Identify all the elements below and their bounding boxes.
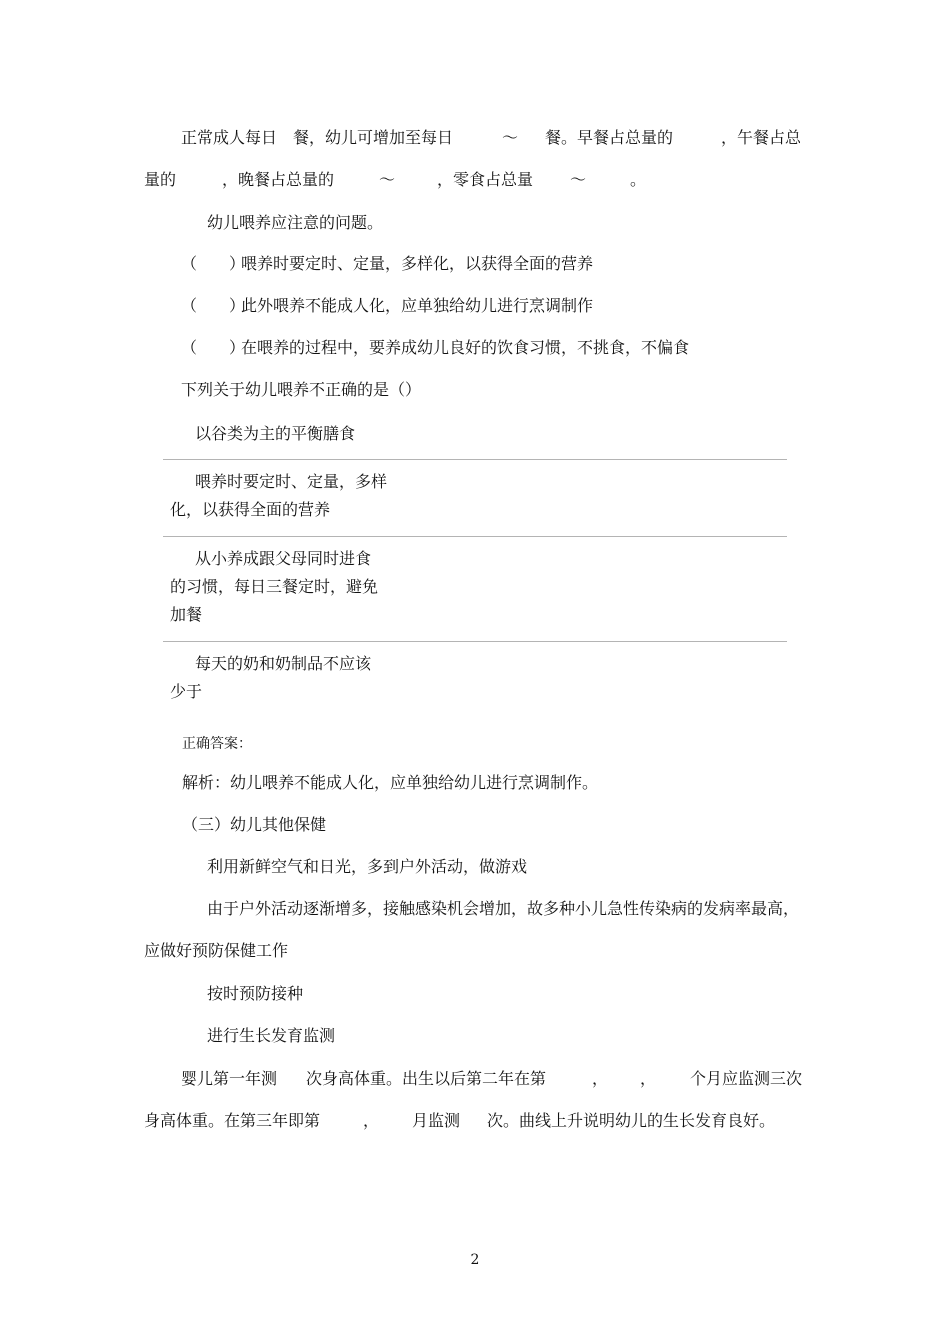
option-4-line1: 每天的奶和奶制品不应该 [195, 654, 372, 673]
meals-line2-part4: ，零食占总量 [437, 170, 534, 189]
question-stem: 下列关于幼儿喂养不正确的是（） [181, 380, 422, 399]
feeding-issue-2-text: 此外喂养不能成人化，应单独给幼儿进行烹调制作 [241, 296, 594, 315]
option-3-line1: 从小养成跟父母同时进食 [195, 549, 372, 568]
other-care-item-4: 进行生长发育监测 [207, 1026, 336, 1045]
page-number: 2 [470, 1252, 480, 1268]
other-care-item-3: 按时预防接种 [207, 984, 304, 1003]
meals-line2-part3: ～ [379, 170, 396, 189]
meals-line2-part2: ，晚餐占总量的 [222, 170, 335, 189]
monitoring-line2-part1: 身高体重。在第三年即第 [144, 1111, 321, 1130]
monitoring-line1-part5: 个月应监测三次 [690, 1069, 803, 1088]
meals-line2-part5: ～ [570, 170, 587, 189]
meals-line2-part1: 量的 [144, 170, 177, 189]
feeding-issue-3-paren: （ ） [181, 338, 246, 357]
monitoring-line2-part4: 次。曲线上升说明幼儿的生长发育良好。 [487, 1111, 776, 1130]
meals-line1-part4: 餐。早餐占总量的 [545, 128, 674, 147]
other-care-item-2-line1: 由于户外活动逐渐增多，接触感染机会增加，故多种小儿急性传染病的发病率最高， [207, 899, 800, 918]
feeding-issue-2-paren: （ ） [181, 296, 246, 315]
other-care-heading: （三）幼儿其他保健 [182, 815, 327, 834]
monitoring-line1-part1: 婴儿第一年测 [181, 1069, 278, 1088]
option-2-line1: 喂养时要定时、定量，多样 [195, 472, 388, 491]
other-care-item-2-line2: 应做好预防保健工作 [144, 941, 289, 960]
meals-line2-part6: 。 [630, 170, 647, 189]
meals-line1-part1: 正常成人每日 [181, 128, 278, 147]
feeding-issue-3-text: 在喂养的过程中，要养成幼儿良好的饮食习惯，不挑食，不偏食 [241, 338, 690, 357]
meals-line1-part2: 餐，幼儿可增加至每日 [293, 128, 454, 147]
monitoring-line1-part2: 次身高体重。出生以后第二年在第 [306, 1069, 547, 1088]
monitoring-line1-part3: ， [592, 1069, 609, 1088]
answer-label: 正确答案： [182, 736, 252, 752]
monitoring-line2-part2: ， [363, 1111, 380, 1130]
feeding-issue-1-text: 喂养时要定时、定量，多样化，以获得全面的营养 [241, 254, 594, 273]
meals-line1-part5: ，午餐占总 [721, 128, 802, 147]
option-2-line2: 化，以获得全面的营养 [170, 500, 331, 519]
other-care-item-1: 利用新鲜空气和日光，多到户外活动，做游戏 [207, 857, 528, 876]
option-divider [163, 536, 787, 537]
option-3-line2: 的习惯，每日三餐定时，避免 [170, 577, 379, 596]
option-3-line3: 加餐 [170, 605, 203, 624]
monitoring-line1-part4: ， [640, 1069, 657, 1088]
meals-line1-part3: ～ [502, 128, 519, 147]
option-1-line1: 以谷类为主的平衡膳食 [195, 424, 356, 443]
option-divider [163, 459, 787, 460]
option-4-line2: 少于 [170, 682, 203, 701]
analysis-text: 解析：幼儿喂养不能成人化，应单独给幼儿进行烹调制作。 [182, 773, 599, 792]
monitoring-line2-part3: 月监测 [412, 1111, 461, 1130]
feeding-issue-1-paren: （ ） [181, 254, 246, 273]
feeding-issues-heading: 幼儿喂养应注意的问题。 [207, 213, 384, 232]
option-divider [163, 641, 787, 642]
